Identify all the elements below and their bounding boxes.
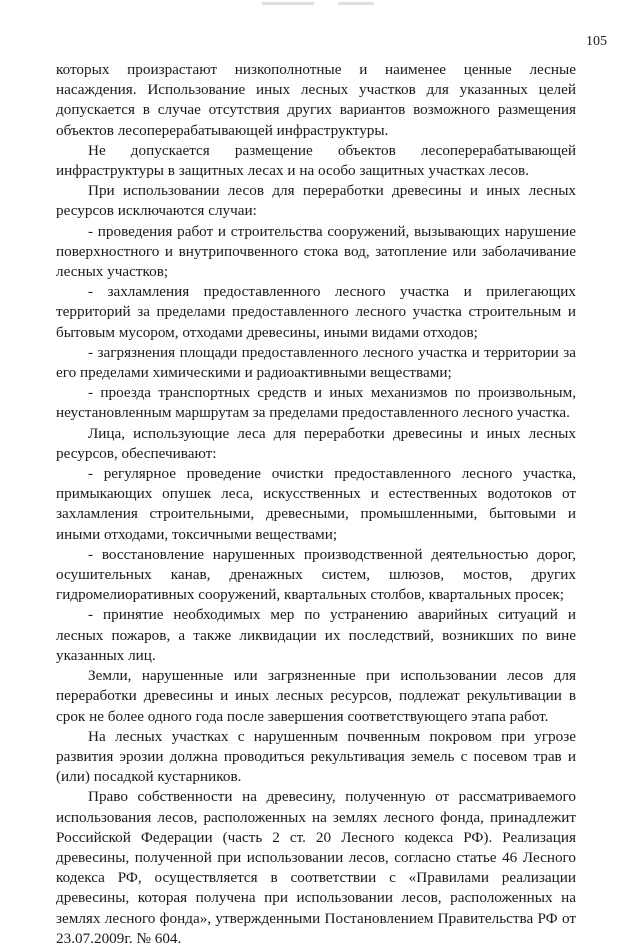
list-item: - принятие необходимых мер по устранению аварийных ситуаций и лесных пожаров, а также ликвидации их последствий, возникших по вине указанных лиц. (56, 606, 576, 664)
scan-artifact (262, 2, 314, 5)
scan-artifact (338, 2, 374, 5)
paragraph: Земли, нарушенные или загрязненные при использовании лесов для переработки древесины и иных лесных ресурсов, подлежат рекультивации в срок не более одного года после завершения соответствующего этапа работ. (56, 667, 576, 725)
list-item: - проезда транспортных средств и иных механизмов по произвольным, неустановленным маршрутам за пределами предоставленного лесного участка. (56, 384, 576, 422)
paragraph: Лица, использующие леса для переработки древесины и иных лесных ресурсов, обеспечивают: (56, 424, 576, 462)
paragraph: Право собственности на древесину, полученную от рассматриваемого использования лесов, расположенных на землях лесного фонда, принадлежит Российской Федерации (часть 2 ст. 20 Лесного кодекса РФ). Реализация древесины, полученной при использовании лесов, согласно статье 46 Лесного кодекса РФ, осуществляется в соответствии с «Правилами реализации древесины, которая получена при использовании лесов, расположенных на землях лесного фонда», утвержденными Постановлением Правительства РФ от 23.07.2009г. № 604. (56, 788, 576, 947)
paragraph: которых произрастают низкополнотные и наименее ценные лесные насаждения. Использование иных лесных участков для указанных целей допускается в случае отсутствия других вариантов возможного размещения объектов лесоперерабатывающей инфраструктуры. (56, 61, 576, 139)
list-item: - регулярное проведение очистки предоставленного лесного участка, примыкающих опушек леса, искусственных и естественных водотоков от захламления строительными, древесными, промышленными, бытовыми и иными отходами, токсичными веществами; (56, 465, 576, 543)
list-item: - загрязнения площади предоставленного лесного участка и территории за его пределами химическими и радиоактивными веществами; (56, 343, 576, 382)
list-item: - захламления предоставленного лесного участка и прилегающих территорий за пределами предоставленного лесного участка строительным и бытовым мусором, отходами древесины, иными видами отходов; (56, 283, 576, 341)
page-number: 105 (586, 34, 607, 49)
list-item: - проведения работ и строительства сооружений, вызывающих нарушение поверхностного и внутрипочвенного стока вод, затопление или заболачивание лесных участков; (56, 222, 576, 281)
body-text (56, 60, 576, 949)
paragraph: Не допускается размещение объектов лесоперерабатывающей инфраструктуры в защитных лесах и на особо защитных участках лесов. (56, 141, 576, 180)
paragraph: При использовании лесов для переработки древесины и иных лесных ресурсов исключаются случаи: (56, 182, 576, 220)
paragraph: На лесных участках с нарушенным почвенным покровом при угрозе развития эрозии должна проводиться рекультивация земель с посевом трав и (или) посадкой кустарников. (56, 727, 576, 786)
list-item: - восстановление нарушенных производственной деятельностью дорог, осушительных канав, дренажных систем, шлюзов, мостов, других гидромелиоративных сооружений, квартальных столбов, квартальных просек; (56, 545, 576, 604)
